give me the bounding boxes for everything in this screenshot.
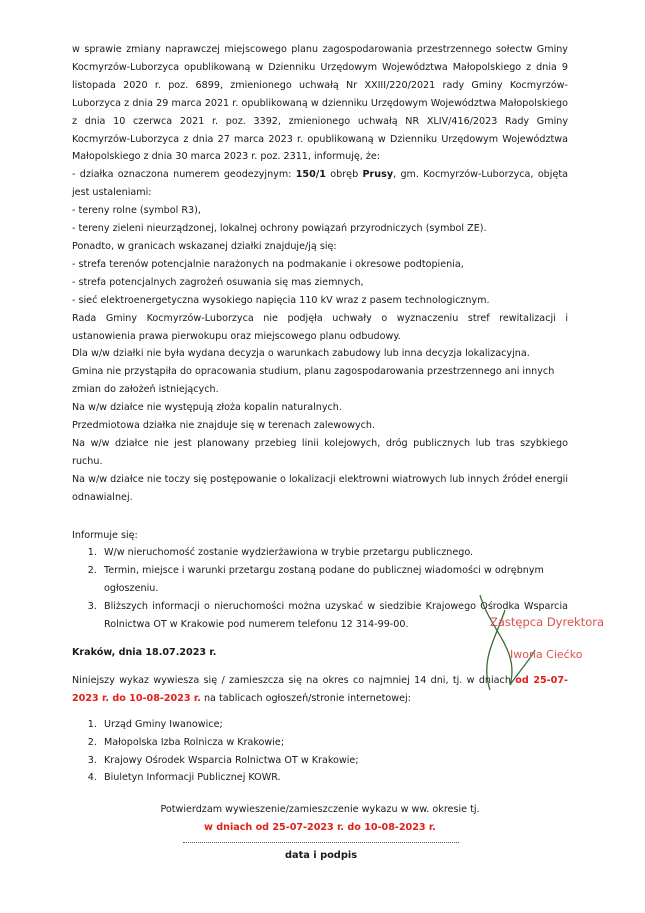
finding-item: Na w/w działce nie występują złoża kopalin naturalnych.	[72, 402, 342, 414]
confirm-line: Potwierdzam wywieszenie/zamieszczenie wykazu w ww. okresie tj.	[160, 804, 480, 816]
finding-item: - sieć elektroenergetyczna wysokiego napięcia 110 kV wraz z pasem technologicznym.	[72, 294, 490, 306]
parcel-pre: - działka oznaczona numerem geodezyjnym:	[72, 169, 296, 181]
inform-heading: Informuje się:	[72, 529, 138, 541]
finding-item: - tereny rolne (symbol R3),	[72, 205, 201, 217]
intro-paragraph: w sprawie zmiany naprawczej miejscowego planu zagospodarowania przestrzennego sołectw Gminy Kocmyrzów-Luborzyca opublikowaną w Dzienniku Urzędowym Województwa Małopolskiego z dnia 9 listopada 2020 r. poz. 6899, zmienionego uchwałą Nr XXIII/220/2021 rady Gminy Kocmyrzów-Luborzyca z dnia 29 marca 2021 r. opublikowaną w dzienniku Urzędowym Województwa Małopolskiego z dnia 10 czerwca 2021 r. poz. 3392, zmienionego uchwałą NR XLIV/416/2023 Rady Gminy Kocmyrzów-Luborzyca z dnia 27 marca 2023 r. opublikowaną w Dzienniku Urzędowym Województwa Małopolskiego z dnia 30 marca 2023 r. poz. 2311, informuję, że:	[72, 44, 568, 163]
stamp-title: Zastępca Dyrektora	[490, 615, 605, 629]
board-item: 1. Urząd Gminy Iwanowice;	[100, 716, 568, 734]
posting-pre: Niniejszy wykaz wywiesza się / zamieszcza się na okres co najmniej 14 dni, tj. w dniach	[72, 674, 516, 686]
inform-item: 3. Bliższych informacji o nieruchomości można uzyskać w siedzibie Krajowego Ośrodka Wsparcia Rolnictwa OT w Krakowie pod numerem telefonu 12 314-99-00.	[100, 598, 568, 634]
signature-line	[183, 842, 459, 843]
parcel-line	[72, 166, 568, 202]
posting-dates: od 25-07-2023 r. do 10-08-2023 r.	[72, 674, 568, 704]
finding-item: Dla w/w działki nie była wydana decyzja o warunkach zabudowy lub inna decyzja lokalizacyjna.	[72, 348, 530, 360]
posting-post: na tablicach ogłoszeń/stronie internetowej:	[200, 692, 411, 704]
finding-item: Ponadto, w granicach wskazanej działki znajduje/ją się:	[72, 240, 337, 252]
confirm-dates: w dniach od 25-07-2023 r. do 10-08-2023 r.	[204, 822, 436, 834]
inform-item: 1. W/w nieruchomość zostanie wydzierżawiona w trybie przetargu publicznego.	[100, 544, 568, 562]
finding-item: - tereny zieleni nieurządzonej, lokalnej ochrony powiązań przyrodniczych (symbol ZE).	[72, 223, 487, 235]
document-body	[72, 41, 568, 837]
board-item: 2. Małopolska Izba Rolnicza w Krakowie;	[100, 734, 568, 752]
finding-item: Na w/w działce nie toczy się postępowanie o lokalizacji elektrowni wiatrowych lub innych źródeł energii odnawialnej.	[72, 473, 568, 503]
parcel-number: 150/1	[295, 169, 326, 181]
board-item: 3. Krajowy Ośrodek Wsparcia Rolnictwa OT w Krakowie;	[100, 752, 568, 770]
parcel-precinct: Prusy	[362, 169, 394, 181]
finding-item: - strefa potencjalnych zagrożeń osuwania się mas ziemnych,	[72, 276, 364, 288]
finding-item: Gmina nie przystąpiła do opracowania studium, planu zagospodarowania przestrzennego ani innych zmian do założeń istniejących.	[72, 366, 555, 396]
boards-list	[72, 716, 568, 788]
finding-item: Na w/w działce nie jest planowany przebieg linii kolejowych, dróg publicznych lub tras szybkiego ruchu.	[72, 437, 568, 467]
stamp-name: Iwona Ciećko	[510, 648, 583, 661]
parcel-post: , gm. Kocmyrzów-Luborzyca, objęta jest ustaleniami:	[72, 169, 568, 199]
finding-item: - strefa terenów potencjalnie narażonych na podmakanie i okresowe podtopienia,	[72, 258, 464, 270]
handwritten-signature	[450, 590, 540, 700]
parcel-mid: obręb	[325, 169, 363, 181]
inform-item: 2. Termin, miejsce i warunki przetargu zostaną podane do publicznej wiadomości w odrębnym ogłoszeniu.	[100, 562, 568, 598]
signature-label: data i podpis	[284, 850, 358, 861]
place-date: Kraków, dnia 18.07.2023 r.	[72, 647, 217, 658]
board-item: 4. Biuletyn Informacji Publicznej KOWR.	[100, 769, 568, 787]
finding-item: Rada Gminy Kocmyrzów-Luborzyca nie podjęła uchwały o wyznaczeniu stref rewitalizacji i ustanowienia prawa pierwokupu oraz miejscowego planu odbudowy.	[72, 312, 568, 342]
finding-item: Przedmiotowa działka nie znajduje się w terenach zalewowych.	[72, 420, 376, 432]
